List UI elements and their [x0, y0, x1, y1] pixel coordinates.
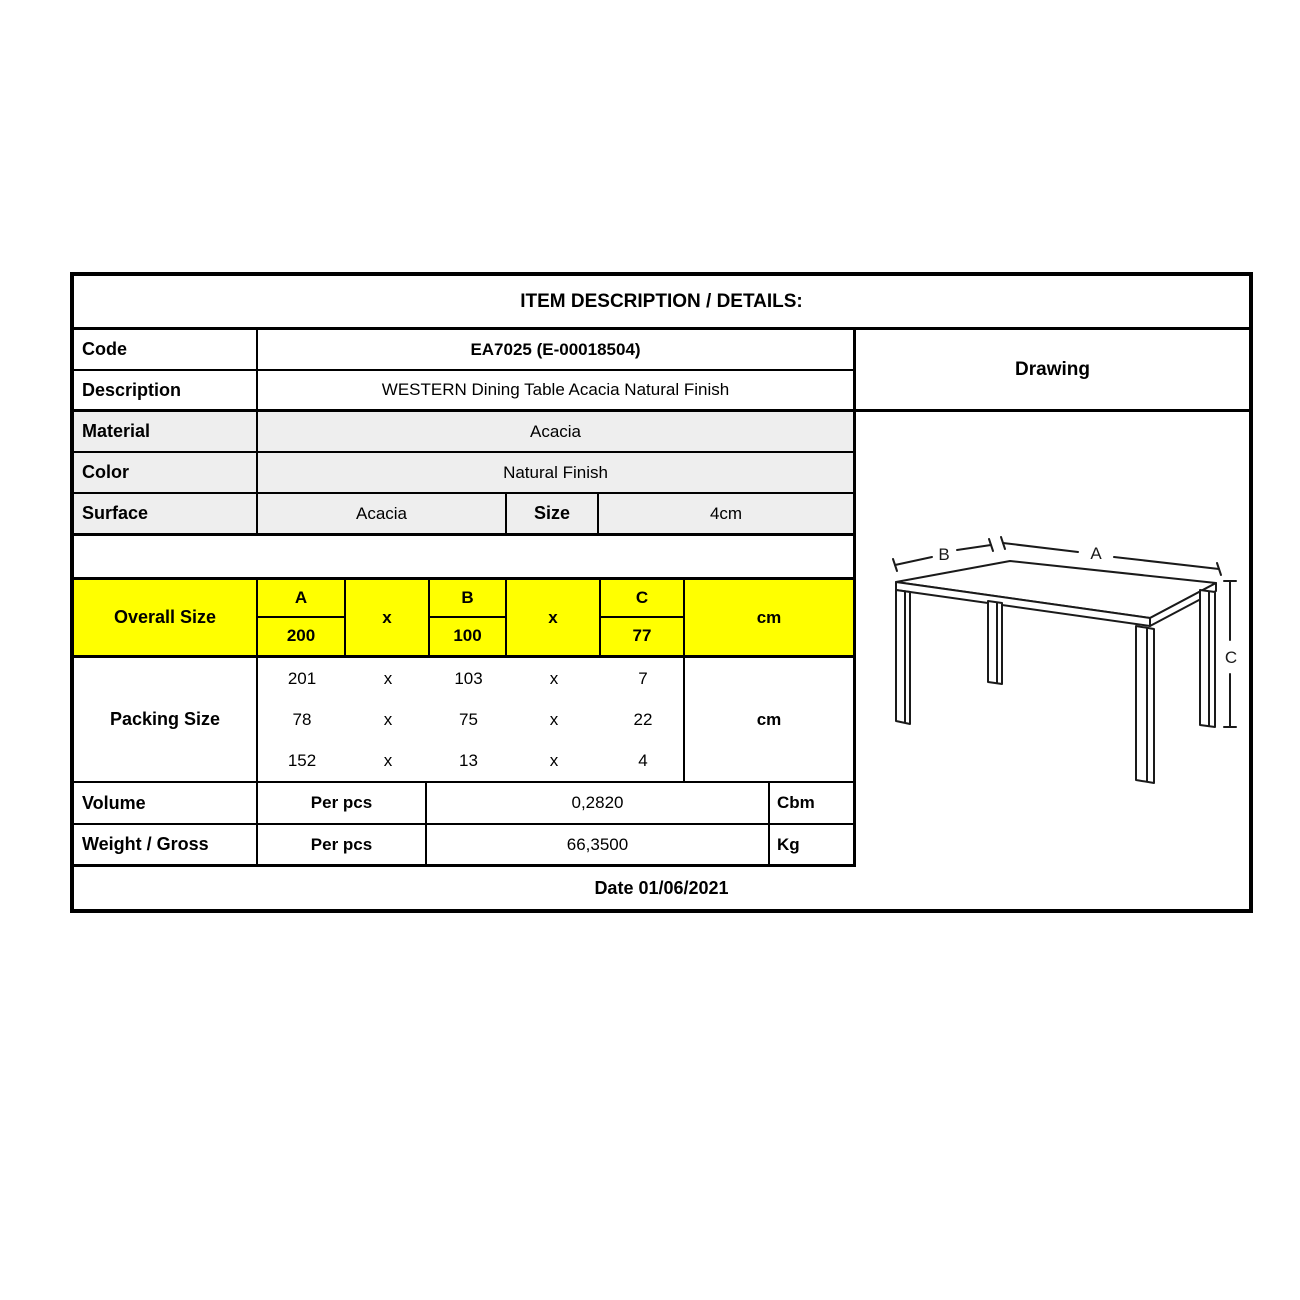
volume-label: Volume [82, 792, 146, 813]
surface-row [74, 494, 853, 536]
date-row: Date 01/06/2021 [594, 877, 729, 898]
table-title: ITEM DESCRIPTION / DETAILS: [74, 276, 1249, 330]
code-label: Code [82, 339, 127, 359]
surface-size-value: 4cm [597, 494, 853, 533]
packing-unit: cm [683, 658, 853, 781]
weight-row [74, 825, 853, 867]
overall-unit: cm [683, 580, 853, 655]
packing-val: 22 [633, 709, 653, 729]
volume-value: 0,2820 [425, 783, 768, 823]
drawing-dim-b-label: B [938, 545, 950, 564]
packing-val: 4 [638, 750, 648, 770]
volume-row [74, 783, 853, 825]
overall-dim-b: B [428, 580, 505, 618]
packing-val: 75 [459, 709, 478, 729]
packing-val: 152 [287, 750, 317, 770]
packing-sep: x [549, 750, 559, 770]
code-row [74, 330, 853, 371]
weight-qty: Per pcs [256, 825, 425, 864]
description-value: WESTERN Dining Table Acacia Natural Finish [256, 371, 853, 409]
packing-sep: x [549, 709, 559, 729]
material-row [74, 412, 853, 453]
packing-sep: x [383, 709, 393, 729]
packing-val: 78 [292, 709, 312, 729]
surface-size-label: Size [505, 494, 597, 533]
material-label: Material [82, 421, 151, 441]
spacer-row [74, 536, 853, 580]
spec-columns [74, 330, 853, 867]
material-value: Acacia [256, 412, 853, 451]
surface-value: Acacia [256, 494, 505, 533]
color-value: Natural Finish [256, 453, 853, 492]
drawing-dim-c-label: C [1224, 648, 1238, 667]
description-row [74, 371, 853, 412]
item-description-table [70, 272, 1253, 913]
overall-sep-2: x [505, 580, 599, 655]
packing-sep: x [383, 750, 393, 770]
overall-size-row [74, 580, 853, 658]
packing-val: 7 [638, 668, 648, 688]
color-row [74, 453, 853, 494]
overall-dim-c: C [599, 580, 683, 618]
overall-val-c: 77 [599, 618, 683, 656]
surface-label: Surface [82, 503, 149, 523]
packing-val: 13 [459, 750, 478, 770]
volume-qty: Per pcs [256, 783, 425, 823]
overall-val-b: 100 [428, 618, 505, 656]
color-label: Color [82, 462, 129, 482]
packing-val: 201 [287, 668, 317, 688]
packing-sep: x [383, 668, 393, 688]
weight-unit: Kg [768, 825, 853, 864]
volume-unit: Cbm [768, 783, 853, 823]
table-body [74, 330, 1249, 867]
overall-dim-a: A [256, 580, 344, 618]
packing-val: 103 [454, 668, 483, 688]
overall-size-label: Overall Size [113, 607, 217, 627]
table-drawing [856, 412, 1249, 867]
packing-size-row [74, 658, 853, 783]
overall-val-a: 200 [256, 618, 344, 656]
weight-label: Weight / Gross [82, 834, 209, 854]
drawing-header: Drawing [856, 330, 1249, 412]
packing-values-grid [256, 658, 683, 781]
description-label: Description [82, 379, 182, 400]
code-value: EA7025 (E-00018504) [256, 330, 853, 369]
packing-size-label: Packing Size [109, 709, 221, 729]
drawing-dim-a-label: A [1090, 544, 1102, 563]
drawing-area [856, 412, 1249, 867]
drawing-column [853, 330, 1249, 867]
weight-value: 66,3500 [425, 825, 768, 864]
overall-sep-1: x [344, 580, 428, 655]
packing-sep: x [549, 668, 559, 688]
